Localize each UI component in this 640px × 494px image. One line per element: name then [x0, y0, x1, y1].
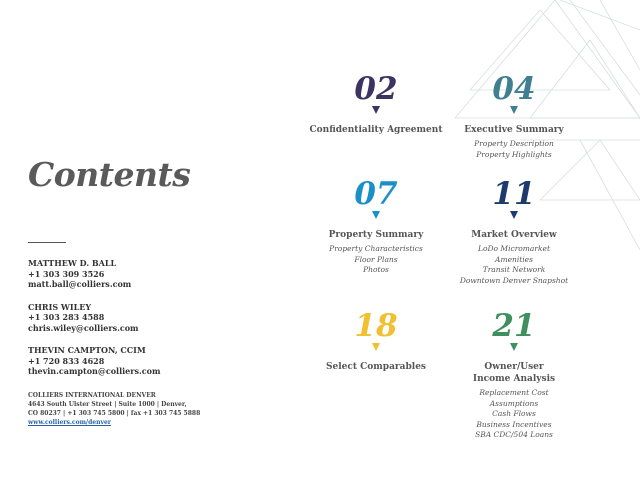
down-arrow-icon — [372, 211, 380, 219]
contact-phone: +1 303 283 4588 — [28, 312, 105, 322]
subitem: Cash Flows — [492, 409, 536, 418]
subitem: Transit Network — [482, 265, 546, 274]
down-arrow-icon — [372, 343, 380, 351]
section-heading: Owner/User Income Analysis — [472, 362, 556, 384]
section-number: 04 — [492, 71, 536, 107]
section-number: 18 — [354, 308, 398, 344]
section-number: 07 — [354, 176, 398, 212]
contact-phone: +1 720 833 4628 — [28, 355, 105, 366]
subitem: Amenities — [495, 254, 533, 264]
down-arrow-icon — [510, 106, 518, 114]
contact-email[interactable]: chris.wiley@colliers.com — [28, 322, 139, 333]
office-name: COLLIERS INTERNATIONAL DENVER — [28, 392, 156, 399]
section-number: 21 — [492, 308, 536, 344]
contact-card — [28, 345, 278, 377]
contact-email[interactable]: matt.ball@colliers.com — [28, 279, 132, 289]
subitem: Property Characteristics — [329, 244, 423, 253]
office-address-line1: 4643 South Ulster Street | Suite 1000 | Denver, — [28, 401, 187, 408]
down-arrow-icon — [510, 211, 518, 219]
subitem: Floor Plans — [354, 254, 398, 264]
contact-name: THEVIN CAMPTON, CCIM — [28, 345, 146, 355]
section-heading: Executive Summary — [464, 125, 564, 135]
down-arrow-icon — [372, 106, 380, 114]
office-info — [28, 391, 268, 427]
office-address-line2: CO 80237 | +1 303 745 5800 | fax +1 303 745 5888 — [28, 410, 201, 417]
contact-card — [28, 302, 278, 334]
subitem: Downtown Denver Snapshot — [459, 275, 569, 285]
subitem: SBA CDC/504 Loans — [475, 430, 553, 439]
subitem: Business Incentives — [476, 419, 552, 429]
subitem-list — [429, 139, 599, 160]
subitem: Assumptions — [489, 398, 539, 408]
subitem-list — [429, 388, 599, 441]
office-website-link[interactable]: www.colliers.com/denver — [28, 419, 111, 426]
toc-item-income-analysis[interactable] — [429, 309, 599, 441]
contact-phone: +1 303 309 3526 — [28, 268, 105, 279]
contact-list — [28, 258, 278, 389]
down-arrow-icon — [510, 343, 518, 351]
subitem-list — [429, 244, 599, 286]
subitem: Photos — [363, 265, 389, 274]
toc-item-executive-summary[interactable] — [429, 72, 599, 160]
contact-name: MATTHEW D. BALL — [28, 258, 117, 268]
contact-card — [28, 258, 278, 290]
contact-name: CHRIS WILEY — [28, 301, 92, 312]
section-heading: Select Comparables — [325, 362, 427, 372]
toc-item-market-overview[interactable] — [429, 177, 599, 286]
subitem: Property Description — [474, 139, 554, 148]
subitem: Replacement Cost — [479, 388, 549, 397]
title-divider — [28, 242, 66, 243]
section-heading: Confidentiality Agreement — [309, 125, 443, 135]
page-title: Contents — [28, 155, 191, 194]
section-number: 02 — [354, 71, 398, 107]
section-number: 11 — [492, 176, 536, 212]
contact-email[interactable]: thevin.campton@colliers.com — [28, 366, 161, 376]
section-heading: Property Summary — [328, 230, 424, 240]
subitem: Property Highlights — [476, 149, 552, 159]
subitem: LoDo Micromarket — [478, 244, 550, 253]
section-heading: Market Overview — [471, 230, 557, 240]
